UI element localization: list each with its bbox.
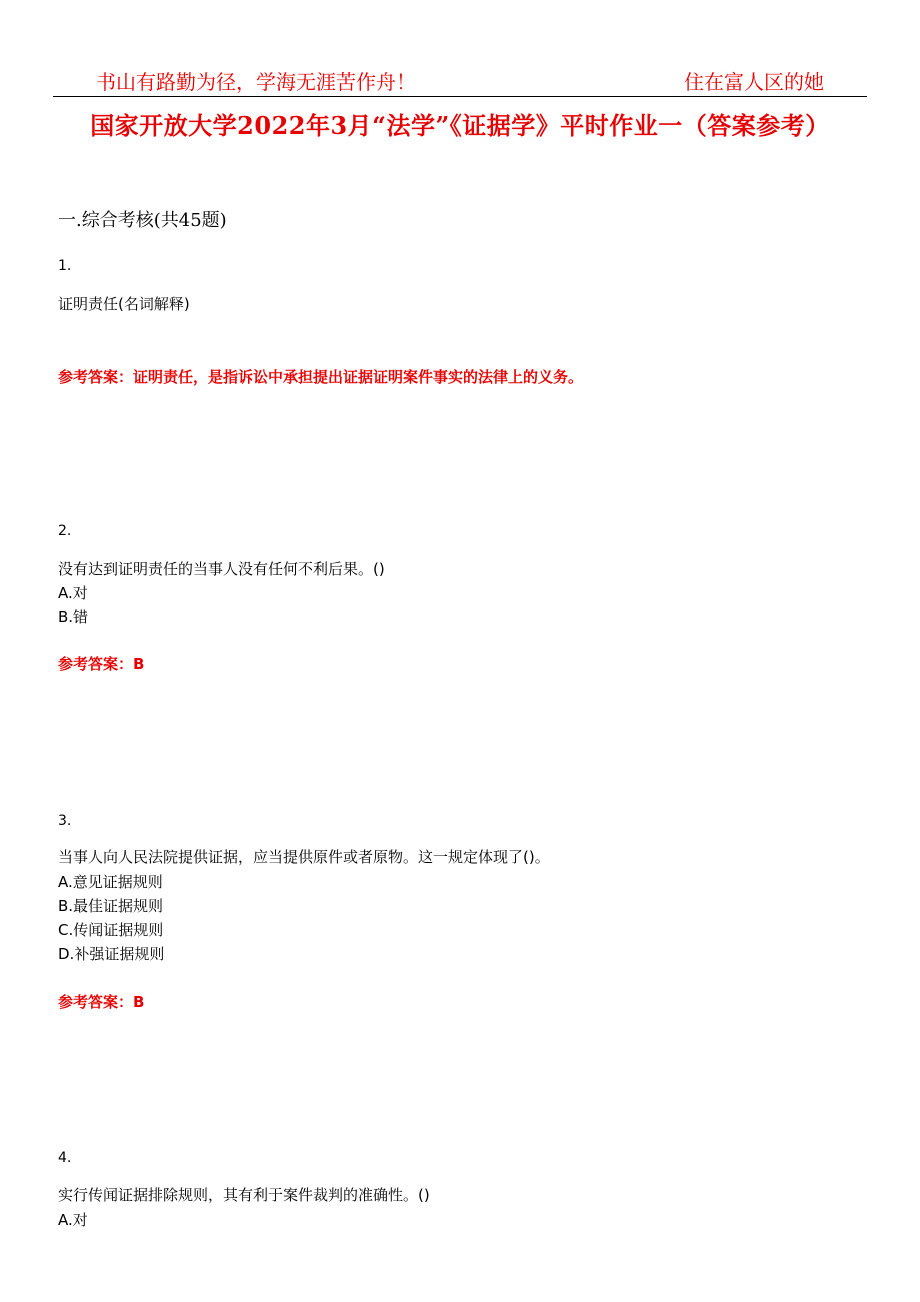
question-2-option-b: B.错 (58, 608, 89, 626)
question-3-option-d: D.补强证据规则 (58, 945, 165, 963)
question-3-option-c: C.传闻证据规则 (58, 921, 164, 939)
header-rule (53, 96, 867, 97)
question-2-text: 没有达到证明责任的当事人没有任何不利后果。() (58, 560, 385, 578)
question-3-text: 当事人向人民法院提供证据，应当提供原件或者原物。这一规定体现了()。 (58, 848, 550, 866)
question-1-text: 证明责任(名词解释) (58, 295, 190, 313)
question-4-number: 4. (58, 1150, 72, 1166)
document-title: 国家开放大学2022年3月“法学”《证据学》平时作业一（答案参考） (90, 111, 830, 140)
header-author: 住在富人区的她 (684, 70, 824, 94)
question-3-answer: 参考答案：B (58, 993, 145, 1011)
question-4-option-a: A.对 (58, 1211, 88, 1229)
question-1-number: 1. (58, 258, 72, 274)
question-4-text: 实行传闻证据排除规则，其有利于案件裁判的准确性。() (58, 1186, 430, 1204)
question-3-number: 3. (58, 813, 72, 829)
question-3-option-a: A.意见证据规则 (58, 873, 163, 891)
question-1-answer: 参考答案：证明责任，是指诉讼中承担提出证据证明案件事实的法律上的义务。 (58, 368, 584, 386)
section-heading: 一.综合考核(共45题) (58, 210, 227, 231)
question-2-option-a: A.对 (58, 584, 88, 602)
question-2-number: 2. (58, 523, 72, 539)
header-motto: 书山有路勤为径，学海无涯苦作舟！ (96, 70, 416, 94)
question-2-answer: 参考答案：B (58, 655, 145, 673)
question-3-option-b: B.最佳证据规则 (58, 897, 164, 915)
